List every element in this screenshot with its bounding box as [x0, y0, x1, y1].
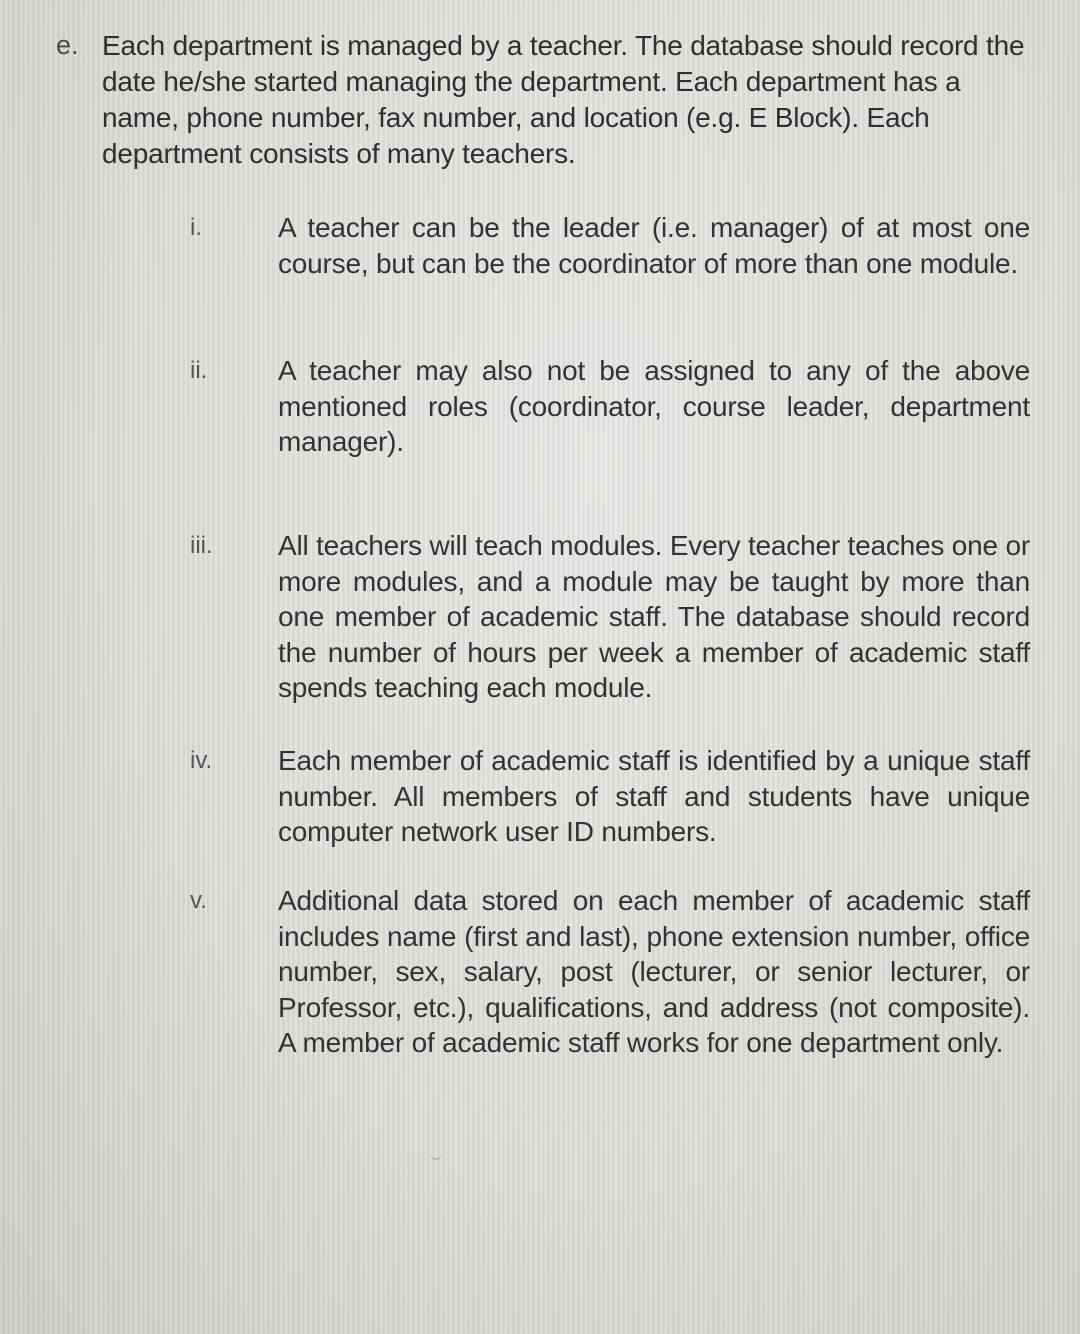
list-marker-e: e.	[56, 30, 79, 60]
subitem-iv	[190, 743, 1030, 850]
subitem-text-iii: All teachers will teach modules. Every teacher teaches one or more modules, and a module may be taught by more than one member of academic staff. The database should record the number of hours per week a member of academic staff spends teaching each module.	[278, 530, 1030, 703]
subitem-text-i: A teacher can be the leader (i.e. manager) of at most one course, but can be the coordinator of more than one module.	[278, 212, 1030, 279]
subitem-text-iv: Each member of academic staff is identified by a unique staff number. All members of staff and students have unique computer network user ID numbers.	[278, 745, 1030, 847]
subitem-numeral-v: v.	[190, 887, 207, 914]
subitem-v	[190, 883, 1030, 1061]
subitem-text-v: Additional data stored on each member of academic staff includes name (first and last), phone extension number, office number, sex, salary, post (lecturer, or senior lecturer, or Professor, etc.), qualifications, and address (not composite). A member of academic staff works for one department only.	[278, 885, 1030, 1058]
subitem-numeral-iii: iii.	[190, 532, 213, 559]
subitem-numeral-i: i.	[190, 214, 202, 241]
screen-smudge	[430, 1150, 442, 1160]
subitem-iii	[190, 528, 1030, 706]
subitem-i	[190, 210, 1030, 281]
subitem-numeral-ii: ii.	[190, 357, 208, 384]
subitem-numeral-iv: iv.	[190, 747, 213, 774]
subitem-ii	[190, 353, 1030, 460]
subitem-text-ii: A teacher may also not be assigned to any of the above mentioned roles (coordinator, course leader, department manager).	[278, 355, 1030, 457]
list-item-e	[56, 28, 1031, 172]
item-e-text: Each department is managed by a teacher. The database should record the date he/she started managing the department. Each department has a name, phone number, fax number, and location (e.g. E Block). Each department consists of many teachers.	[102, 30, 1025, 169]
